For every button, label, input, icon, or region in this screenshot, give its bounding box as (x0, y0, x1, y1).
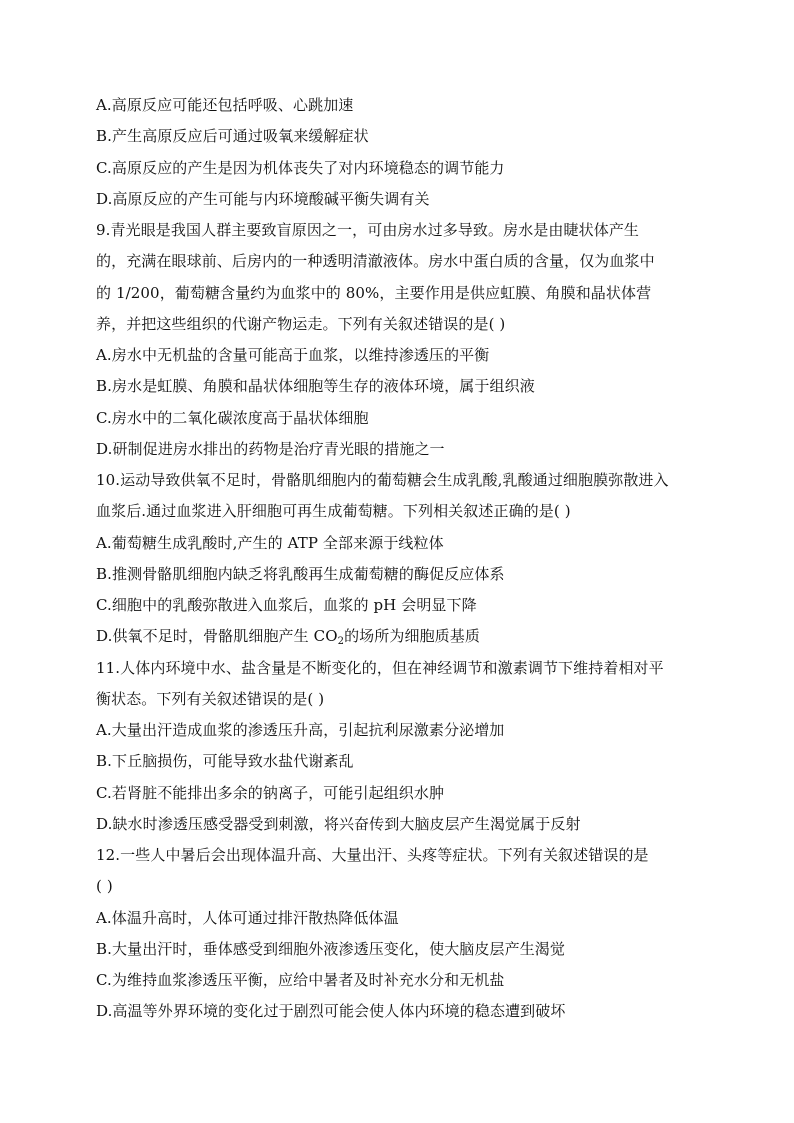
q11-option-d: D.缺水时渗透压感受器受到刺激，将兴奋传到大脑皮层产生渴觉属于反射 (96, 814, 581, 833)
q9-option-d: D.研制促进房水排出的药物是治疗青光眼的措施之一 (96, 439, 445, 458)
q11-option-a: A.大量出汗造成血浆的渗透压升高，引起抗利尿激素分泌增加 (96, 721, 505, 739)
q10-stem-line-1: 10.运动导致供氧不足时，骨骼肌细胞内的葡萄糖会生成乳酸,乳酸通过细胞膜弥散进入 (96, 471, 669, 489)
q8-option-c: C.高原反应的产生是因为机体丧失了对内环境稳态的调节能力 (96, 158, 505, 177)
q10-option-d-text-after: 的场所为细胞质基质 (344, 627, 480, 646)
page-content (96, 90, 706, 1028)
q10-option-d-subscript: 2 (337, 636, 345, 648)
q8-option-d: D.高原反应的产生可能与内环境酸碱平衡失调有关 (96, 189, 430, 208)
q10-option-b: B.推测骨骼肌细胞内缺乏将乳酸再生成葡萄糖的酶促反应体系 (96, 564, 505, 583)
q12-stem-line-1: 12.一些人中暑后会出现体温升高、大量出汗、头疼等症状。下列有关叙述错误的是 (96, 846, 649, 864)
q12-option-d: D.高温等外界环境的变化过于剧烈可能会使人体内环境的稳态遭到破坏 (96, 1002, 566, 1021)
q11-option-c: C.若肾脏不能排出多余的钠离子，可能引起组织水肿 (96, 783, 445, 802)
q9-stem-line-4: 养，并把这些组织的代谢产物运走。下列有关叙述错误的是( ) (96, 314, 506, 333)
q9-stem-line-1: 9.青光眼是我国人群主要致盲原因之一，可由房水过多导致。房水是由睫状体产生 (96, 221, 640, 239)
q9-option-b: B.房水是虹膜、角膜和晶状体细胞等生存的液体环境，属于组织液 (96, 377, 535, 396)
q12-option-b: B.大量出汗时，垂体感受到细胞外液渗透压变化，使大脑皮层产生渴觉 (96, 939, 565, 958)
q9-stem-line-3: 的 1/200，葡萄糖含量约为血浆中的 80%，主要作用是供应虹膜、角膜和晶状体营 (96, 283, 652, 302)
q9-option-a: A.房水中无机盐的含量可能高于血浆，以维持渗透压的平衡 (96, 346, 490, 364)
q10-option-d-text-before: D.供氧不足时，骨骼肌细胞产生 CO (96, 627, 338, 646)
q10-stem-line-2: 血浆后.通过血浆进入肝细胞可再生成葡萄糖。下列相关叙述正确的是( ) (96, 502, 571, 521)
q10-option-a: A.葡萄糖生成乳酸时,产生的 ATP 全部来源于线粒体 (96, 533, 444, 552)
q12-option-a: A.体温升高时，人体可通过排汗散热降低体温 (96, 908, 399, 927)
q8-option-b: B.产生高原反应后可通过吸氧来缓解症状 (96, 127, 369, 146)
q11-option-b: B.下丘脑损伤，可能导致水盐代谢紊乱 (96, 752, 354, 771)
q12-option-c: C.为维持血浆渗透压平衡，应给中暑者及时补充水分和无机盐 (96, 971, 505, 989)
q12-stem-line-2: ( ) (96, 877, 113, 896)
q11-stem-line-2: 衡状态。下列有关叙述错误的是( ) (96, 689, 325, 708)
q10-option-d (96, 621, 706, 652)
q10-option-c: C.细胞中的乳酸弥散进入血浆后，血浆的 pH 会明显下降 (96, 596, 477, 614)
q11-stem-line-1: 11.人体内环境中水、盐含量是不断变化的，但在神经调节和激素调节下维持着相对平 (96, 658, 664, 677)
q9-option-c: C.房水中的二氧化碳浓度高于晶状体细胞 (96, 408, 369, 427)
q8-option-a: A.高原反应可能还包括呼吸、心跳加速 (96, 96, 354, 114)
q9-stem-line-2: 的，充满在眼球前、后房内的一种透明清澈液体。房水中蛋白质的含量，仅为血浆中 (96, 252, 655, 271)
